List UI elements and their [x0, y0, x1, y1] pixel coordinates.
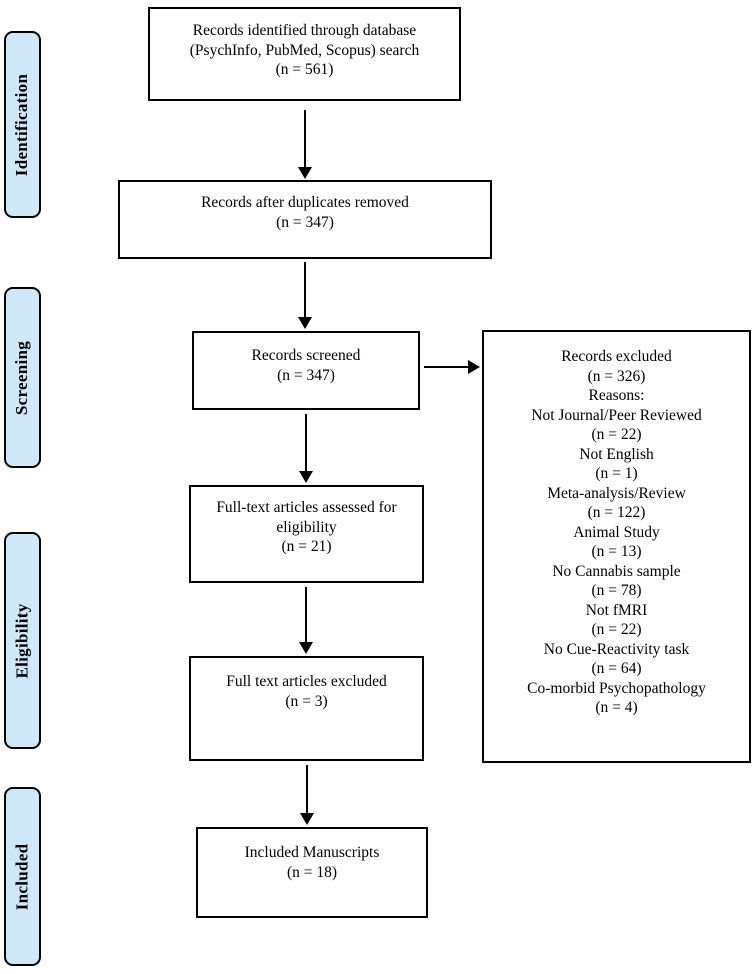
text-line: Meta-analysis/Review: [547, 484, 686, 502]
arrow-head-icon: [299, 471, 313, 483]
text-line: Not Journal/Peer Reviewed: [531, 406, 702, 424]
text-line: (n = 21): [281, 538, 332, 555]
arrow-head-icon: [298, 317, 312, 329]
arrow-head-icon: [468, 360, 480, 374]
text-line: (n = 18): [286, 863, 338, 881]
text-line: Co-morbid Psychopathology: [527, 679, 706, 697]
down-arrow-screened-to-assessed: [299, 414, 313, 483]
arrow-shaft: [304, 110, 306, 167]
text-line: (n = 64): [591, 660, 642, 677]
text-line: Not English: [579, 445, 654, 463]
text-line: (n = 13): [591, 543, 642, 560]
stage-label-eligibility-text: Eligibility: [12, 602, 32, 679]
arrow-shaft: [424, 366, 468, 368]
text-line: (PsychInfo, PubMed, Scopus) search: [189, 41, 420, 59]
stage-label-screening: [4, 287, 41, 468]
arrow-shaft: [305, 414, 307, 471]
text-line: Records after duplicates removed: [201, 194, 409, 211]
text-line: Full-text articles assessed for: [216, 499, 397, 516]
text-line: (n = 347): [276, 213, 334, 231]
text-line: Records identified through database: [192, 22, 417, 39]
box-records-screened: [192, 331, 420, 410]
text-line: Records excluded: [561, 348, 672, 365]
arrow-shaft: [304, 262, 306, 317]
down-arrow-excluded-to-included: [300, 765, 314, 825]
stage-label-eligibility: [4, 532, 41, 749]
text-line: (n = 1): [595, 465, 638, 482]
text-line: (n = 4): [595, 699, 638, 716]
arrow-head-icon: [299, 642, 313, 654]
text-line: Full text articles excluded: [226, 673, 387, 690]
text-line: (n = 347): [277, 366, 335, 384]
stage-label-included: [4, 787, 41, 966]
arrow-shaft: [306, 765, 308, 813]
text-line: (n = 3): [285, 692, 328, 710]
text-line: No Cue-Reactivity task: [543, 640, 690, 658]
box-fulltext-excluded: [189, 656, 424, 761]
arrow-head-icon: [298, 167, 312, 179]
text-line: Not fMRI: [585, 601, 648, 619]
box-included-manuscripts: [196, 827, 428, 918]
stage-label-screening-text: Screening: [12, 340, 32, 415]
down-arrow-duplicates-to-screened: [298, 262, 312, 329]
text-line: eligibility: [276, 518, 337, 536]
box-records-excluded: [482, 330, 751, 763]
text-line: (n = 22): [591, 426, 642, 443]
text-line: No Cannabis sample: [552, 562, 681, 580]
box-duplicates-removed: [118, 180, 492, 259]
text-line: (n = 22): [591, 621, 642, 638]
arrow-shaft: [305, 587, 307, 642]
text-line: Reasons:: [588, 387, 645, 404]
stage-label-included-text: Included: [12, 843, 32, 910]
arrow-head-icon: [300, 813, 314, 825]
text-line: Records screened: [251, 347, 361, 364]
text-line: Animal Study: [573, 523, 660, 541]
text-line: (n = 326): [587, 367, 646, 385]
text-line: (n = 122): [587, 504, 646, 521]
stage-label-identification: [4, 31, 41, 218]
down-arrow-assessed-to-excluded: [299, 587, 313, 654]
right-arrow-screened-to-excluded: [424, 360, 480, 374]
box-fulltext-assessed: [189, 485, 424, 583]
box-records-identified: [148, 7, 461, 101]
text-line: (n = 561): [275, 61, 334, 78]
text-line: Included Manuscripts: [244, 844, 380, 861]
down-arrow-identified-to-duplicates: [298, 110, 312, 179]
text-line: (n = 78): [591, 582, 642, 599]
stage-label-identification-text: Identification: [12, 73, 32, 176]
